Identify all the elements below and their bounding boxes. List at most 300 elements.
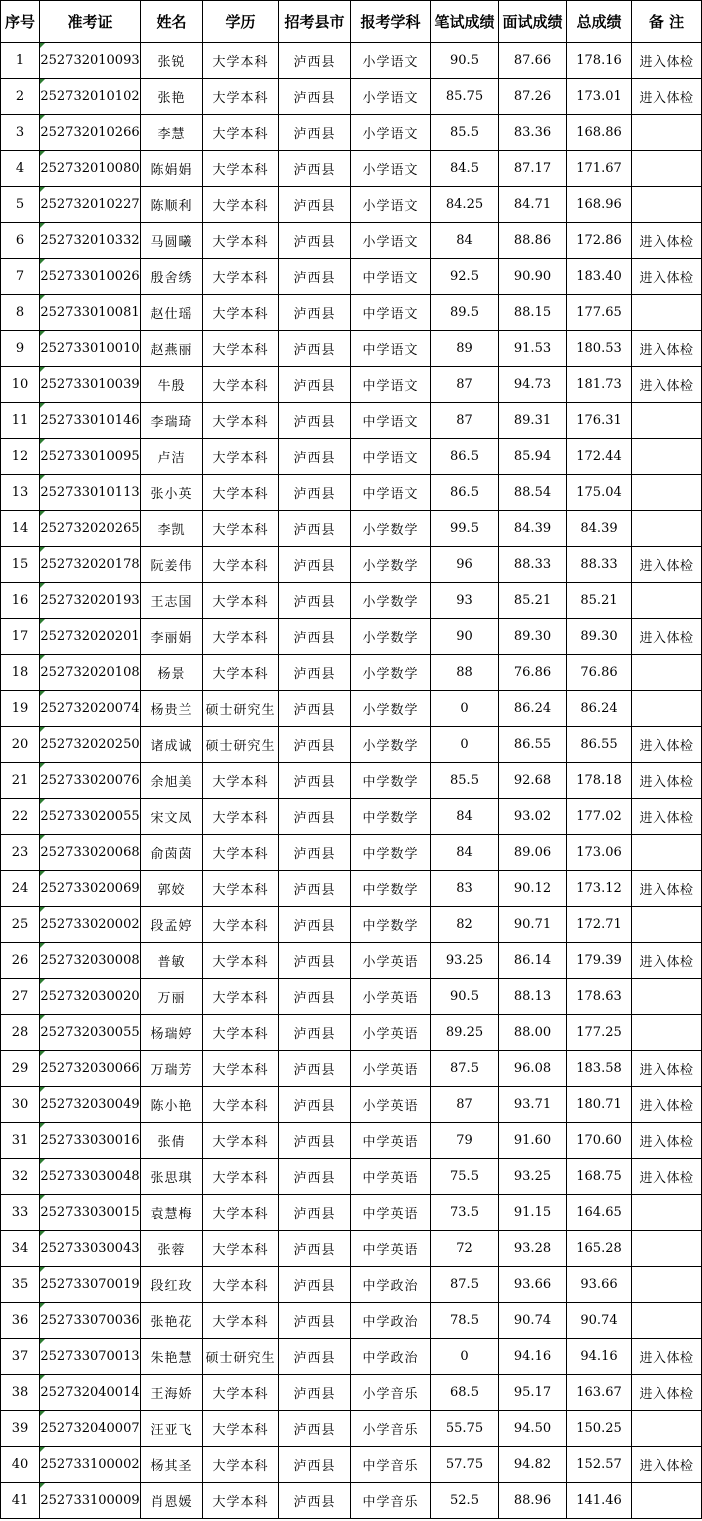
- interview-score-cell: 88.13: [499, 979, 567, 1015]
- interview-score-cell: 85.94: [499, 439, 567, 475]
- seq-cell: 18: [1, 655, 40, 691]
- exam-id-cell: 252733030015: [40, 1195, 141, 1231]
- subject-cell: 小学语文: [351, 151, 431, 187]
- subject-cell: 中学语文: [351, 259, 431, 295]
- education-cell: 大学本科: [203, 1087, 279, 1123]
- name-cell: 陈小艳: [141, 1087, 203, 1123]
- county-cell: 泸西县: [279, 727, 351, 763]
- remark-cell: 进入体检: [632, 1375, 702, 1411]
- seq-cell: 10: [1, 367, 40, 403]
- county-cell: 泸西县: [279, 583, 351, 619]
- total-score-cell: 173.12: [567, 871, 632, 907]
- table-row: [1, 43, 702, 79]
- education-cell: 大学本科: [203, 79, 279, 115]
- name-cell: 阮姜伟: [141, 547, 203, 583]
- exam-id-cell: 252733070019: [40, 1267, 141, 1303]
- exam-id-cell: 252732010266: [40, 115, 141, 151]
- interview-score-cell: 93.28: [499, 1231, 567, 1267]
- total-score-cell: 152.57: [567, 1447, 632, 1483]
- total-score-cell: 86.24: [567, 691, 632, 727]
- table-row: [1, 655, 702, 691]
- education-cell: 大学本科: [203, 1159, 279, 1195]
- seq-cell: 4: [1, 151, 40, 187]
- total-score-cell: 172.44: [567, 439, 632, 475]
- interview-score-cell: 94.73: [499, 367, 567, 403]
- education-cell: 大学本科: [203, 115, 279, 151]
- exam-id-cell: 252732010227: [40, 187, 141, 223]
- written-score-cell: 87: [431, 403, 499, 439]
- education-cell: 大学本科: [203, 367, 279, 403]
- total-score-cell: 86.55: [567, 727, 632, 763]
- total-score-cell: 163.67: [567, 1375, 632, 1411]
- interview-score-cell: 86.14: [499, 943, 567, 979]
- remark-cell: [632, 439, 702, 475]
- exam-id-cell: 252732030055: [40, 1015, 141, 1051]
- subject-cell: 中学语文: [351, 331, 431, 367]
- subject-cell: 中学政治: [351, 1267, 431, 1303]
- subject-cell: 中学英语: [351, 1195, 431, 1231]
- written-score-cell: 89.5: [431, 295, 499, 331]
- table-row: [1, 475, 702, 511]
- interview-score-cell: 94.16: [499, 1339, 567, 1375]
- county-cell: 泸西县: [279, 619, 351, 655]
- education-cell: 大学本科: [203, 1483, 279, 1519]
- name-cell: 郭姣: [141, 871, 203, 907]
- seq-cell: 38: [1, 1375, 40, 1411]
- table-row: [1, 583, 702, 619]
- table-row: [1, 115, 702, 151]
- county-cell: 泸西县: [279, 79, 351, 115]
- interview-score-cell: 95.17: [499, 1375, 567, 1411]
- table-row: [1, 1339, 702, 1375]
- interview-score-cell: 90.12: [499, 871, 567, 907]
- subject-cell: 中学语文: [351, 367, 431, 403]
- subject-cell: 小学音乐: [351, 1375, 431, 1411]
- remark-cell: [632, 1483, 702, 1519]
- header-exam-id: 准考证: [40, 1, 141, 43]
- county-cell: 泸西县: [279, 1447, 351, 1483]
- exam-id-cell: 252733010146: [40, 403, 141, 439]
- name-cell: 杨其圣: [141, 1447, 203, 1483]
- seq-cell: 26: [1, 943, 40, 979]
- seq-cell: 14: [1, 511, 40, 547]
- county-cell: 泸西县: [279, 259, 351, 295]
- county-cell: 泸西县: [279, 511, 351, 547]
- written-score-cell: 90.5: [431, 979, 499, 1015]
- written-score-cell: 72: [431, 1231, 499, 1267]
- table-row: [1, 547, 702, 583]
- table-row: [1, 871, 702, 907]
- remark-cell: 进入体检: [632, 943, 702, 979]
- education-cell: 大学本科: [203, 1447, 279, 1483]
- interview-score-cell: 87.17: [499, 151, 567, 187]
- exam-id-cell: 252733020076: [40, 763, 141, 799]
- interview-score-cell: 87.26: [499, 79, 567, 115]
- seq-cell: 5: [1, 187, 40, 223]
- interview-score-cell: 90.71: [499, 907, 567, 943]
- table-row: [1, 1447, 702, 1483]
- subject-cell: 小学数学: [351, 583, 431, 619]
- name-cell: 卢洁: [141, 439, 203, 475]
- header-remark: 备 注: [632, 1, 702, 43]
- written-score-cell: 89: [431, 331, 499, 367]
- seq-cell: 7: [1, 259, 40, 295]
- table-row: [1, 1159, 702, 1195]
- interview-score-cell: 85.21: [499, 583, 567, 619]
- subject-cell: 小学数学: [351, 547, 431, 583]
- remark-cell: [632, 151, 702, 187]
- total-score-cell: 90.74: [567, 1303, 632, 1339]
- education-cell: 大学本科: [203, 1375, 279, 1411]
- written-score-cell: 84.25: [431, 187, 499, 223]
- subject-cell: 中学音乐: [351, 1447, 431, 1483]
- remark-cell: [632, 1411, 702, 1447]
- total-score-cell: 165.28: [567, 1231, 632, 1267]
- education-cell: 大学本科: [203, 907, 279, 943]
- table-row: [1, 691, 702, 727]
- education-cell: 大学本科: [203, 475, 279, 511]
- remark-cell: [632, 511, 702, 547]
- interview-score-cell: 84.39: [499, 511, 567, 547]
- seq-cell: 34: [1, 1231, 40, 1267]
- total-score-cell: 173.06: [567, 835, 632, 871]
- total-score-cell: 178.18: [567, 763, 632, 799]
- name-cell: 肖恩媛: [141, 1483, 203, 1519]
- interview-score-cell: 88.54: [499, 475, 567, 511]
- written-score-cell: 73.5: [431, 1195, 499, 1231]
- seq-cell: 40: [1, 1447, 40, 1483]
- county-cell: 泸西县: [279, 835, 351, 871]
- county-cell: 泸西县: [279, 1051, 351, 1087]
- remark-cell: [632, 979, 702, 1015]
- interview-score-cell: 92.68: [499, 763, 567, 799]
- seq-cell: 21: [1, 763, 40, 799]
- name-cell: 万丽: [141, 979, 203, 1015]
- county-cell: 泸西县: [279, 1339, 351, 1375]
- remark-cell: [632, 295, 702, 331]
- subject-cell: 小学英语: [351, 1015, 431, 1051]
- subject-cell: 中学数学: [351, 871, 431, 907]
- total-score-cell: 177.65: [567, 295, 632, 331]
- written-score-cell: 84.5: [431, 151, 499, 187]
- subject-cell: 小学语文: [351, 187, 431, 223]
- interview-score-cell: 94.50: [499, 1411, 567, 1447]
- total-score-cell: 173.01: [567, 79, 632, 115]
- interview-score-cell: 88.96: [499, 1483, 567, 1519]
- written-score-cell: 75.5: [431, 1159, 499, 1195]
- interview-score-cell: 93.02: [499, 799, 567, 835]
- exam-id-cell: 252733030043: [40, 1231, 141, 1267]
- education-cell: 大学本科: [203, 43, 279, 79]
- exam-id-cell: 252733030048: [40, 1159, 141, 1195]
- seq-cell: 3: [1, 115, 40, 151]
- name-cell: 杨瑞婷: [141, 1015, 203, 1051]
- exam-id-cell: 252733020002: [40, 907, 141, 943]
- interview-score-cell: 89.30: [499, 619, 567, 655]
- seq-cell: 35: [1, 1267, 40, 1303]
- exam-id-cell: 252733010039: [40, 367, 141, 403]
- subject-cell: 小学语文: [351, 115, 431, 151]
- written-score-cell: 85.75: [431, 79, 499, 115]
- subject-cell: 中学语文: [351, 475, 431, 511]
- education-cell: 大学本科: [203, 583, 279, 619]
- table-row: [1, 403, 702, 439]
- table-header: [1, 1, 702, 43]
- county-cell: 泸西县: [279, 655, 351, 691]
- education-cell: 大学本科: [203, 403, 279, 439]
- header-written-score: 笔试成绩: [431, 1, 499, 43]
- education-cell: 大学本科: [203, 151, 279, 187]
- interview-score-cell: 88.33: [499, 547, 567, 583]
- county-cell: 泸西县: [279, 367, 351, 403]
- exam-id-cell: 252732020201: [40, 619, 141, 655]
- seq-cell: 9: [1, 331, 40, 367]
- subject-cell: 中学英语: [351, 1123, 431, 1159]
- remark-cell: 进入体检: [632, 547, 702, 583]
- name-cell: 普敏: [141, 943, 203, 979]
- name-cell: 李瑞琦: [141, 403, 203, 439]
- total-score-cell: 180.71: [567, 1087, 632, 1123]
- table-row: [1, 439, 702, 475]
- seq-cell: 24: [1, 871, 40, 907]
- written-score-cell: 87: [431, 367, 499, 403]
- education-cell: 大学本科: [203, 871, 279, 907]
- education-cell: 大学本科: [203, 295, 279, 331]
- exam-id-cell: 252732010080: [40, 151, 141, 187]
- remark-cell: 进入体检: [632, 871, 702, 907]
- written-score-cell: 86.5: [431, 439, 499, 475]
- table-row: [1, 943, 702, 979]
- table-row: [1, 223, 702, 259]
- table-row: [1, 1231, 702, 1267]
- written-score-cell: 99.5: [431, 511, 499, 547]
- table-row: [1, 259, 702, 295]
- county-cell: 泸西县: [279, 1267, 351, 1303]
- written-score-cell: 52.5: [431, 1483, 499, 1519]
- remark-cell: 进入体检: [632, 1447, 702, 1483]
- remark-cell: 进入体检: [632, 331, 702, 367]
- interview-score-cell: 83.36: [499, 115, 567, 151]
- county-cell: 泸西县: [279, 799, 351, 835]
- name-cell: 马圆曦: [141, 223, 203, 259]
- exam-id-cell: 252733020069: [40, 871, 141, 907]
- county-cell: 泸西县: [279, 403, 351, 439]
- interview-score-cell: 90.74: [499, 1303, 567, 1339]
- education-cell: 大学本科: [203, 979, 279, 1015]
- seq-cell: 22: [1, 799, 40, 835]
- written-score-cell: 55.75: [431, 1411, 499, 1447]
- total-score-cell: 76.86: [567, 655, 632, 691]
- subject-cell: 小学语文: [351, 223, 431, 259]
- remark-cell: [632, 187, 702, 223]
- table-body: [1, 43, 702, 1519]
- education-cell: 大学本科: [203, 547, 279, 583]
- name-cell: 赵燕丽: [141, 331, 203, 367]
- written-score-cell: 84: [431, 223, 499, 259]
- exam-id-cell: 252733030016: [40, 1123, 141, 1159]
- education-cell: 大学本科: [203, 1195, 279, 1231]
- remark-cell: 进入体检: [632, 1339, 702, 1375]
- subject-cell: 中学数学: [351, 799, 431, 835]
- county-cell: 泸西县: [279, 1303, 351, 1339]
- written-score-cell: 90: [431, 619, 499, 655]
- education-cell: 大学本科: [203, 655, 279, 691]
- total-score-cell: 178.16: [567, 43, 632, 79]
- exam-id-cell: 252732020265: [40, 511, 141, 547]
- written-score-cell: 0: [431, 727, 499, 763]
- table-row: [1, 1123, 702, 1159]
- seq-cell: 29: [1, 1051, 40, 1087]
- exam-id-cell: 252732010102: [40, 79, 141, 115]
- exam-id-cell: 252733010010: [40, 331, 141, 367]
- total-score-cell: 180.53: [567, 331, 632, 367]
- name-cell: 陈娟娟: [141, 151, 203, 187]
- county-cell: 泸西县: [279, 1375, 351, 1411]
- county-cell: 泸西县: [279, 223, 351, 259]
- total-score-cell: 176.31: [567, 403, 632, 439]
- interview-score-cell: 96.08: [499, 1051, 567, 1087]
- seq-cell: 23: [1, 835, 40, 871]
- interview-score-cell: 76.86: [499, 655, 567, 691]
- education-cell: 大学本科: [203, 763, 279, 799]
- header-seq: 序号: [1, 1, 40, 43]
- written-score-cell: 93.25: [431, 943, 499, 979]
- seq-cell: 16: [1, 583, 40, 619]
- interview-score-cell: 88.86: [499, 223, 567, 259]
- education-cell: 硕士研究生: [203, 727, 279, 763]
- remark-cell: [632, 907, 702, 943]
- table-row: [1, 511, 702, 547]
- table-row: [1, 763, 702, 799]
- education-cell: 大学本科: [203, 1303, 279, 1339]
- total-score-cell: 84.39: [567, 511, 632, 547]
- subject-cell: 中学语文: [351, 403, 431, 439]
- name-cell: 张思琪: [141, 1159, 203, 1195]
- subject-cell: 中学政治: [351, 1303, 431, 1339]
- exam-id-cell: 252733010113: [40, 475, 141, 511]
- subject-cell: 小学语文: [351, 79, 431, 115]
- education-cell: 硕士研究生: [203, 1339, 279, 1375]
- interview-score-cell: 87.66: [499, 43, 567, 79]
- education-cell: 大学本科: [203, 511, 279, 547]
- remark-cell: [632, 1015, 702, 1051]
- education-cell: 大学本科: [203, 187, 279, 223]
- remark-cell: 进入体检: [632, 223, 702, 259]
- seq-cell: 12: [1, 439, 40, 475]
- table-row: [1, 187, 702, 223]
- total-score-cell: 89.30: [567, 619, 632, 655]
- subject-cell: 小学数学: [351, 511, 431, 547]
- written-score-cell: 92.5: [431, 259, 499, 295]
- written-score-cell: 86.5: [431, 475, 499, 511]
- remark-cell: 进入体检: [632, 1087, 702, 1123]
- interview-score-cell: 91.53: [499, 331, 567, 367]
- written-score-cell: 84: [431, 799, 499, 835]
- total-score-cell: 150.25: [567, 1411, 632, 1447]
- county-cell: 泸西县: [279, 691, 351, 727]
- written-score-cell: 82: [431, 907, 499, 943]
- written-score-cell: 68.5: [431, 1375, 499, 1411]
- total-score-cell: 85.21: [567, 583, 632, 619]
- subject-cell: 小学英语: [351, 943, 431, 979]
- exam-id-cell: 252733070036: [40, 1303, 141, 1339]
- total-score-cell: 178.63: [567, 979, 632, 1015]
- county-cell: 泸西县: [279, 331, 351, 367]
- exam-id-cell: 252732010332: [40, 223, 141, 259]
- remark-cell: [632, 115, 702, 151]
- seq-cell: 39: [1, 1411, 40, 1447]
- name-cell: 李凯: [141, 511, 203, 547]
- name-cell: 余旭美: [141, 763, 203, 799]
- remark-cell: 进入体检: [632, 799, 702, 835]
- interview-score-cell: 93.71: [499, 1087, 567, 1123]
- seq-cell: 30: [1, 1087, 40, 1123]
- seq-cell: 25: [1, 907, 40, 943]
- written-score-cell: 87: [431, 1087, 499, 1123]
- name-cell: 张小英: [141, 475, 203, 511]
- exam-id-cell: 252733020068: [40, 835, 141, 871]
- total-score-cell: 171.67: [567, 151, 632, 187]
- table-row: [1, 979, 702, 1015]
- exam-id-cell: 252732030008: [40, 943, 141, 979]
- education-cell: 大学本科: [203, 223, 279, 259]
- written-score-cell: 84: [431, 835, 499, 871]
- exam-id-cell: 252732020074: [40, 691, 141, 727]
- interview-score-cell: 89.31: [499, 403, 567, 439]
- table-row: [1, 1195, 702, 1231]
- total-score-cell: 177.02: [567, 799, 632, 835]
- county-cell: 泸西县: [279, 1411, 351, 1447]
- remark-cell: [632, 403, 702, 439]
- table-row: [1, 1375, 702, 1411]
- remark-cell: 进入体检: [632, 619, 702, 655]
- remark-cell: [632, 655, 702, 691]
- seq-cell: 36: [1, 1303, 40, 1339]
- subject-cell: 中学语文: [351, 439, 431, 475]
- county-cell: 泸西县: [279, 475, 351, 511]
- table-row: [1, 1087, 702, 1123]
- exam-id-cell: 252733010081: [40, 295, 141, 331]
- name-cell: 王海娇: [141, 1375, 203, 1411]
- name-cell: 张艳: [141, 79, 203, 115]
- seq-cell: 1: [1, 43, 40, 79]
- education-cell: 硕士研究生: [203, 691, 279, 727]
- name-cell: 张艳花: [141, 1303, 203, 1339]
- seq-cell: 13: [1, 475, 40, 511]
- subject-cell: 中学数学: [351, 907, 431, 943]
- name-cell: 汪亚飞: [141, 1411, 203, 1447]
- seq-cell: 20: [1, 727, 40, 763]
- remark-cell: 进入体检: [632, 1051, 702, 1087]
- written-score-cell: 89.25: [431, 1015, 499, 1051]
- education-cell: 大学本科: [203, 799, 279, 835]
- remark-cell: 进入体检: [632, 43, 702, 79]
- name-cell: 赵仕瑶: [141, 295, 203, 331]
- seq-cell: 8: [1, 295, 40, 331]
- total-score-cell: 168.86: [567, 115, 632, 151]
- total-score-cell: 172.71: [567, 907, 632, 943]
- seq-cell: 28: [1, 1015, 40, 1051]
- education-cell: 大学本科: [203, 619, 279, 655]
- seq-cell: 41: [1, 1483, 40, 1519]
- remark-cell: [632, 1231, 702, 1267]
- exam-id-cell: 252733020055: [40, 799, 141, 835]
- seq-cell: 27: [1, 979, 40, 1015]
- exam-id-cell: 252733070013: [40, 1339, 141, 1375]
- subject-cell: 中学音乐: [351, 1483, 431, 1519]
- county-cell: 泸西县: [279, 1195, 351, 1231]
- interview-score-cell: 93.25: [499, 1159, 567, 1195]
